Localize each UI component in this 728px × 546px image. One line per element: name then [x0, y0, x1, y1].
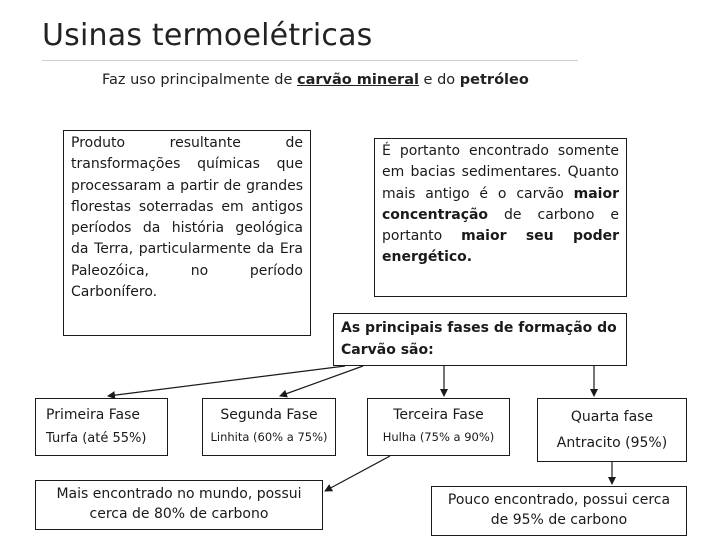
portanto-bold-2: maior seu poder energético. [382, 228, 620, 266]
note-box-antracito: Pouco encontrado, possui cerca de 95% de carbono [431, 486, 687, 536]
subtitle-mid: e do [418, 72, 460, 88]
produto-description-box: Produto resultante de transformações químicas que processaram a partir de grandes florestas soterradas em antigos períodos da história geológica da Terra, particularmente da Era Paleozóica, no período Carbonífero. [63, 130, 311, 336]
phase-2-name: Segunda Fase [220, 407, 318, 423]
portanto-text-2: de carbono e portanto [382, 206, 619, 245]
phase-4-name: Quarta fase [570, 409, 654, 425]
phases-heading-box: As principais fases de formação do Carvão são: [333, 313, 627, 366]
phase-4-desc: Antracito (95%) [556, 435, 668, 451]
phase-2-desc: Linhita (60% a 75%) [210, 430, 328, 444]
subtitle-prefix: Faz uso principalmente de [102, 72, 298, 88]
arrow-to-note-turfa [325, 456, 390, 491]
slide-title: Usinas termoelétricas [42, 18, 373, 53]
arrow-to-phase-1 [108, 366, 345, 396]
subtitle-term-carvao: carvão mineral [297, 72, 419, 88]
phase-3-name: Terceira Fase [393, 407, 484, 423]
portanto-bold-1: maior concentração [382, 185, 619, 223]
phase-1-desc: Turfa (até 55%) [46, 431, 147, 446]
phase-1-name: Primeira Fase [46, 407, 141, 423]
subtitle-term-petroleo: petróleo [459, 72, 529, 88]
note-box-turfa: Mais encontrado no mundo, possui cerca de 80% de carbono [35, 480, 323, 530]
portanto-text-1: É portanto encontrado somente em bacias sedimentares. Quanto mais antigo é o carvão [382, 143, 619, 202]
arrow-to-phase-2 [280, 366, 363, 396]
phase-3-desc: Hulha (75% a 90%) [382, 430, 495, 444]
